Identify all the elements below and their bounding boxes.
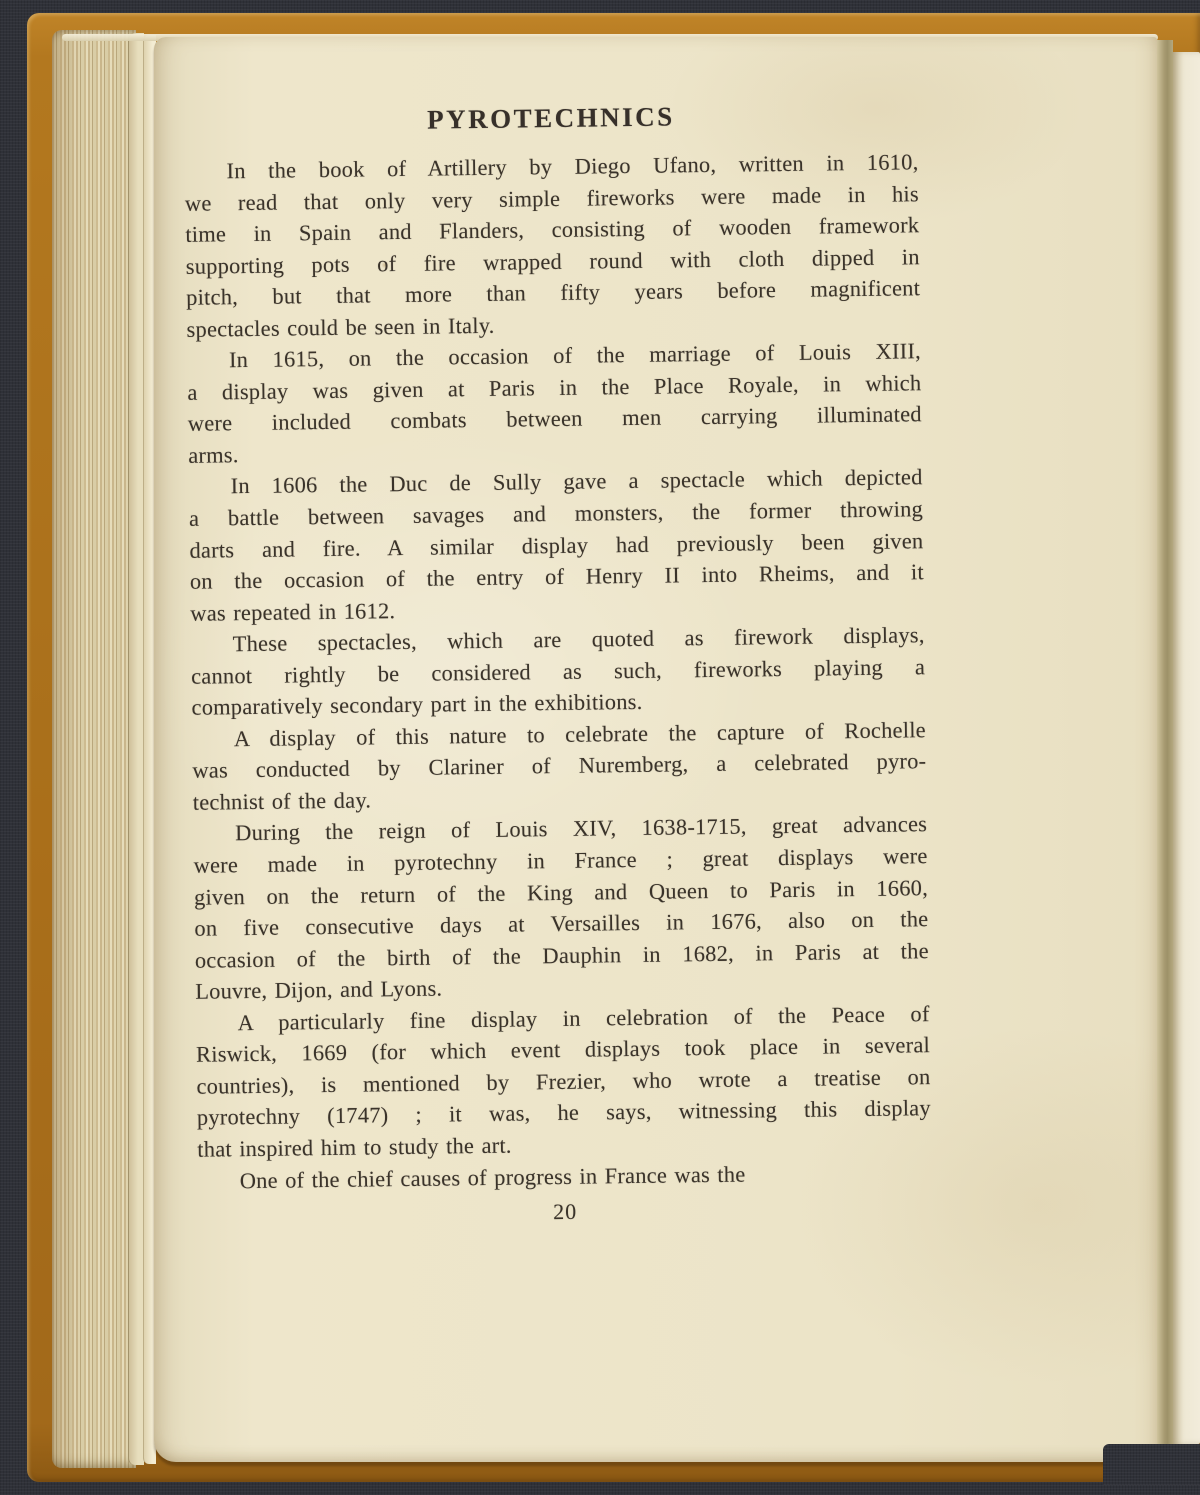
- page-edge-stack: [52, 30, 136, 1468]
- text-line: darts and fire. A similar display had previously been given: [189, 527, 924, 563]
- text-line: One of the chief causes of progress in France was the: [239, 1161, 746, 1193]
- paragraph: [195, 998, 931, 1165]
- text-line: were made in pyrotechny in France ; great displays were: [193, 843, 928, 878]
- text-line: arms.: [188, 442, 239, 468]
- page-content: [184, 98, 933, 1230]
- text-line: on the occasion of the entry of Henry II into Rheims, and it: [189, 559, 924, 594]
- background-corner: [1103, 1444, 1200, 1485]
- text-block: [184, 146, 932, 1197]
- text-line: Louvre, Dijon, and Lyons.: [195, 975, 443, 1004]
- text-line: comparatively secondary part in the exhibitions.: [191, 689, 643, 721]
- paragraph: [188, 462, 924, 629]
- text-line: spectacles could be seen in Italy.: [186, 312, 495, 342]
- text-line: time in Spain and Flanders, consisting of wooden framework: [185, 212, 920, 247]
- text-line: on five consecutive days at Versailles in 1676, also on the: [194, 906, 929, 941]
- text-line: was conducted by Clariner of Nuremberg, a celebrated pyro-: [192, 748, 927, 784]
- text-line: a display was given at Paris in the Place Royale, in which: [187, 370, 922, 405]
- text-line: cannot rightly be considered as such, fireworks playing a: [190, 653, 926, 689]
- paragraph: [187, 336, 923, 472]
- text-line: pyrotechny (1747) ; it was, he says, witnessing this display: [196, 1095, 932, 1131]
- text-line: In 1615, on the occasion of the marriage of Louis XIII,: [228, 338, 922, 373]
- paragraph: [191, 619, 926, 723]
- text-line: During the reign of Louis XIV, 1638-1715, great advances: [235, 811, 928, 846]
- text-line: In 1606 the Duc de Sully gave a spectacle which depicted: [230, 464, 923, 499]
- text-line: were included combats between men carrying illuminated: [187, 401, 922, 437]
- text-line: In the book of Artillery by Diego Ufano, written in 1610,: [226, 149, 919, 184]
- text-line: A particularly fine display in celebration of the Peace of: [237, 1000, 930, 1035]
- text-line: a battle between savages and monsters, the former throwing: [188, 496, 924, 531]
- text-line: was repeated in 1612.: [190, 597, 396, 626]
- page-number: 20: [553, 1198, 578, 1225]
- text-line: technist of the day.: [192, 787, 372, 815]
- text-line: that inspired him to study the art.: [197, 1132, 512, 1162]
- page-gutter: [1157, 40, 1173, 1458]
- text-line: countries), is mentioned by Frezier, who wrote a treatise on: [196, 1064, 931, 1099]
- text-line: These spectacles, which are quoted as firework displays,: [232, 622, 925, 657]
- paragraph: [192, 714, 927, 818]
- paragraph: [193, 809, 929, 1008]
- text-line: we read that only very simple fireworks were made in his: [184, 180, 920, 216]
- paragraph: [184, 146, 920, 345]
- page-header: PYROTECHNICS: [426, 101, 675, 135]
- text-line: given on the return of the King and Queen to Paris in 1660,: [193, 874, 929, 910]
- page-sheet: [128, 33, 144, 1465]
- text-line: supporting pots of fire wrapped round with cloth dipped in: [185, 243, 920, 279]
- text-line: occasion of the birth of the Dauphin in 1682, in Paris at the: [194, 937, 929, 973]
- text-line: A display of this nature to celebrate the capture of Rochelle: [233, 717, 927, 752]
- text-line: Riswick, 1669 (for which event displays took place in several: [195, 1032, 931, 1068]
- facing-page-sliver: [1173, 52, 1200, 1444]
- text-line: pitch, but that more than fifty years before magnificent: [186, 275, 921, 311]
